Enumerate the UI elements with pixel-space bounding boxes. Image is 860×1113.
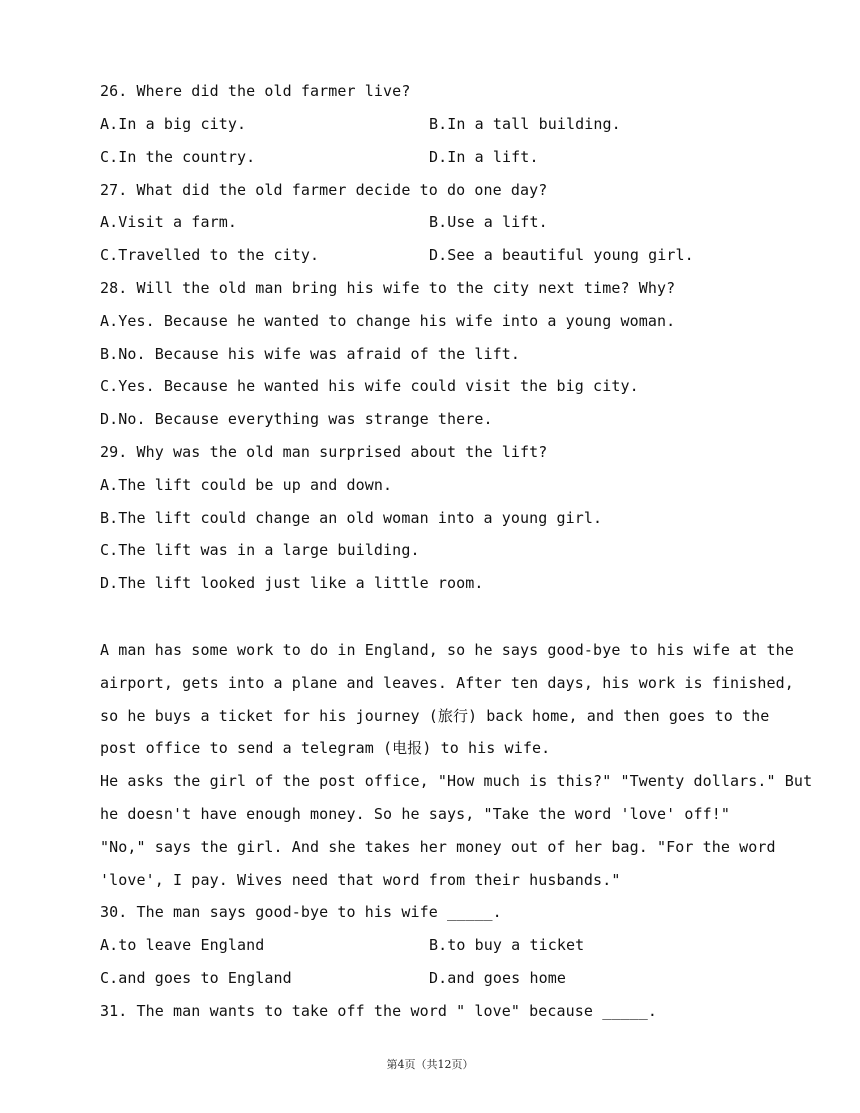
q26-option-a: A.In a big city. <box>100 115 247 133</box>
q28-option-d: D.No. Because everything was strange there. <box>100 410 493 428</box>
question-28: 28. Will the old man bring his wife to the city next time? Why? <box>100 279 676 297</box>
q27-option-a: A.Visit a farm. <box>100 213 237 231</box>
question-29: 29. Why was the old man surprised about the lift? <box>100 443 548 461</box>
q28-option-a: A.Yes. Because he wanted to change his wife into a young woman. <box>100 312 676 330</box>
q30-option-b: B.to buy a ticket <box>429 936 585 954</box>
question-30: 30. The man says good-bye to his wife _____. <box>100 903 502 921</box>
q28-option-b: B.No. Because his wife was afraid of the lift. <box>100 345 521 363</box>
q28-option-c: C.Yes. Because he wanted his wife could visit the big city. <box>100 377 639 395</box>
q26-option-c: C.In the country. <box>100 148 256 166</box>
q29-option-a: A.The lift could be up and down. <box>100 476 393 494</box>
passage-line: A man has some work to do in England, so he says good-bye to his wife at the <box>100 641 794 659</box>
passage-line: post office to send a telegram (电报) to his wife. <box>100 739 551 757</box>
q27-option-d: D.See a beautiful young girl. <box>429 246 694 264</box>
page-number-footer: 第4页（共12页） <box>386 1058 474 1071</box>
q30-option-c: C.and goes to England <box>100 969 292 987</box>
passage-line: "No," says the girl. And she takes her money out of her bag. "For the word <box>100 838 776 856</box>
passage-line: so he buys a ticket for his journey (旅行) back home, and then goes to the <box>100 707 770 725</box>
q30-option-a: A.to leave England <box>100 936 265 954</box>
question-31: 31. The man wants to take off the word " love" because _____. <box>100 1002 657 1020</box>
passage-line: 'love', I pay. Wives need that word from their husbands." <box>100 871 621 889</box>
q29-option-b: B.The lift could change an old woman into a young girl. <box>100 509 603 527</box>
q27-option-c: C.Travelled to the city. <box>100 246 320 264</box>
q29-option-d: D.The lift looked just like a little room. <box>100 574 484 592</box>
q27-option-b: B.Use a lift. <box>429 213 548 231</box>
question-26: 26. Where did the old farmer live? <box>100 82 411 100</box>
q30-option-d: D.and goes home <box>429 969 566 987</box>
passage-line: airport, gets into a plane and leaves. After ten days, his work is finished, <box>100 674 794 692</box>
passage-line: He asks the girl of the post office, "How much is this?" "Twenty dollars." But <box>100 772 813 790</box>
q26-option-b: B.In a tall building. <box>429 115 621 133</box>
passage-line: he doesn't have enough money. So he says, "Take the word 'love' off!" <box>100 805 731 823</box>
q26-option-d: D.In a lift. <box>429 148 539 166</box>
q29-option-c: C.The lift was in a large building. <box>100 541 420 559</box>
question-27: 27. What did the old farmer decide to do one day? <box>100 181 548 199</box>
